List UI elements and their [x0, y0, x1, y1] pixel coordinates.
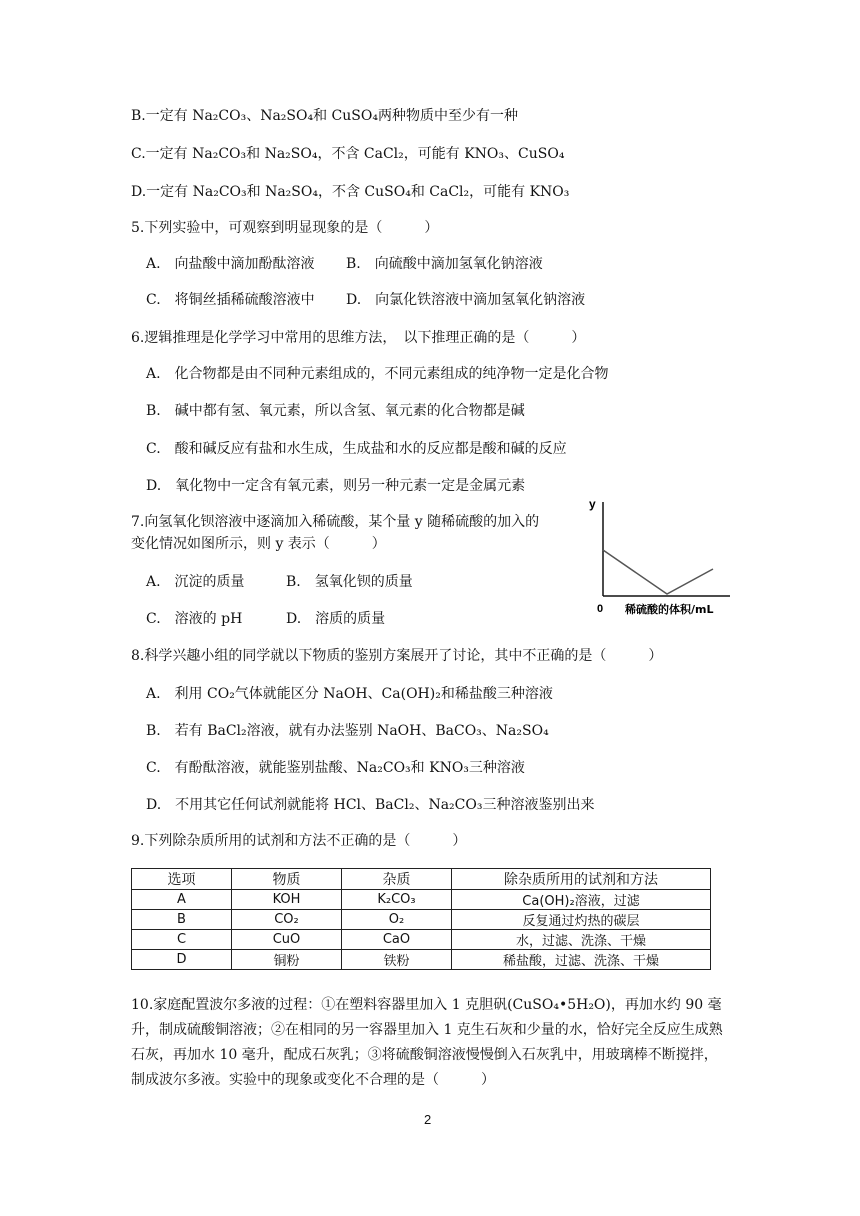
q9-table: [131, 868, 711, 970]
table-header-cell: 杂质: [342, 869, 452, 890]
curve-line: [603, 550, 713, 594]
q7-option-a: A. 沉淀的质量: [146, 574, 245, 590]
q6-option-b: B. 碱中都有氢、氧元素，所以含氢、氧元素的化合物都是碱: [146, 403, 525, 419]
table-cell: B: [132, 910, 232, 930]
q4-option-b: B.一定有 Na₂CO₃、Na₂SO₄和 CuSO₄两种物质中至少有一种: [131, 108, 518, 124]
table-cell: D: [132, 950, 232, 970]
q5-option-b: B. 向硫酸中滴加氢氧化钠溶液: [346, 256, 543, 272]
table-header-row: [132, 869, 711, 890]
table-cell: 稀盐酸，过滤、洗涤、干燥: [452, 950, 711, 970]
q7-stem-line2: 变化情况如图所示，则 y 表示（ ）: [131, 536, 386, 552]
q8-option-d: D. 不用其它任何试剂就能将 HCl、BaCl₂、Na₂CO₃三种溶液鉴别出来: [146, 797, 595, 813]
q7-options-row2: [146, 609, 385, 629]
q5-options-row1: [146, 254, 543, 274]
table-cell: Ca(OH)₂溶液，过滤: [452, 890, 711, 910]
q8-option-a: A. 利用 CO₂气体就能区分 NaOH、Ca(OH)₂和稀盐酸三种溶液: [146, 686, 553, 702]
q5-options-row2: [146, 290, 585, 310]
q10-paragraph: 10.家庭配置波尔多液的过程：①在塑料容器里加入 1 克胆矾(CuSO₄•5H₂O)，再加水约 90 毫升，制成硫酸铜溶液；②在相同的另一容器里加入 1 克生石灰和少量的水，恰好完全反应生成熟石灰，再加水 10 毫升，配成石灰乳；③将硫酸铜溶液慢慢倒入石灰乳中，用玻璃棒不断搅拌，制成波尔多液。实验中的现象或变化不合理的是（ ）: [131, 997, 723, 1088]
table-cell: CuO: [232, 930, 342, 950]
q4-option-c: C.一定有 Na₂CO₃和 Na₂SO₄，不含 CaCl₂，可能有 KNO₃、CuSO₄: [131, 146, 565, 162]
q5-stem: 5.下列实验中，可观察到明显现象的是（ ）: [131, 220, 439, 236]
table-cell: A: [132, 890, 232, 910]
q8-stem: 8.科学兴趣小组的同学就以下物质的鉴别方案展开了讨论，其中不正确的是（ ）: [131, 648, 663, 664]
q7-graph-svg: [585, 490, 735, 618]
q8-option-c: C. 有酚酞溶液，就能鉴别盐酸、Na₂CO₃和 KNO₃三种溶液: [146, 760, 525, 776]
table-header-cell: 选项: [132, 869, 232, 890]
q7-graph: [585, 490, 735, 618]
q5-option-d: D. 向氯化铁溶液中滴加氢氧化钠溶液: [346, 292, 586, 308]
table-cell: CaO: [342, 930, 452, 950]
table-cell: 铁粉: [342, 950, 452, 970]
table-cell: O₂: [342, 910, 452, 930]
table-cell: C: [132, 930, 232, 950]
table-header-cell: 物质: [232, 869, 342, 890]
table-cell: KOH: [232, 890, 342, 910]
q6-stem: 6.逻辑推理是化学学习中常用的思维方法， 以下推理正确的是（ ）: [131, 330, 586, 346]
table-cell: 水，过滤、洗涤、干燥: [452, 930, 711, 950]
table-row: [132, 890, 711, 910]
q7-option-d: D. 溶质的质量: [286, 611, 386, 627]
q6-option-d: D. 氧化物中一定含有氧元素，则另一种元素一定是金属元素: [146, 478, 526, 494]
graph-x-label: 稀硫酸的体积/mL: [625, 603, 714, 616]
table-cell: 反复通过灼热的碳层: [452, 910, 711, 930]
q7-stem-line1: 7.向氢氧化钡溶液中逐滴加入稀硫酸，某个量 y 随稀硫酸的加入的: [131, 514, 540, 530]
q6-option-c: C. 酸和碱反应有盐和水生成，生成盐和水的反应都是酸和碱的反应: [146, 441, 567, 457]
q7-options-row1: [146, 572, 413, 592]
table-header-cell: 除杂质所用的试剂和方法: [452, 869, 711, 890]
table-row: [132, 950, 711, 970]
table-row: [132, 930, 711, 950]
q5-option-c: C. 将铜丝插稀硫酸溶液中: [146, 292, 315, 308]
q6-option-a: A. 化合物都是由不同种元素组成的，不同元素组成的纯净物一定是化合物: [146, 366, 609, 382]
table-row: [132, 910, 711, 930]
graph-y-label: y: [589, 497, 596, 511]
q8-option-b: B. 若有 BaCl₂溶液，就有办法鉴别 NaOH、BaCO₃、Na₂SO₄: [146, 723, 549, 739]
q4-option-d: D.一定有 Na₂CO₃和 Na₂SO₄，不含 CuSO₄和 CaCl₂，可能有 KNO₃: [131, 184, 570, 200]
graph-origin-label: 0: [597, 603, 604, 615]
q7-option-c: C. 溶液的 pH: [146, 611, 243, 627]
q5-option-a: A. 向盐酸中滴加酚酞溶液: [146, 256, 315, 272]
q7-option-b: B. 氢氧化钡的质量: [286, 574, 413, 590]
page-number: 2: [424, 1112, 432, 1127]
table-cell: K₂CO₃: [342, 890, 452, 910]
q9-stem: 9.下列除杂质所用的试剂和方法不正确的是（ ）: [131, 833, 467, 849]
table-cell: CO₂: [232, 910, 342, 930]
table-cell: 铜粉: [232, 950, 342, 970]
